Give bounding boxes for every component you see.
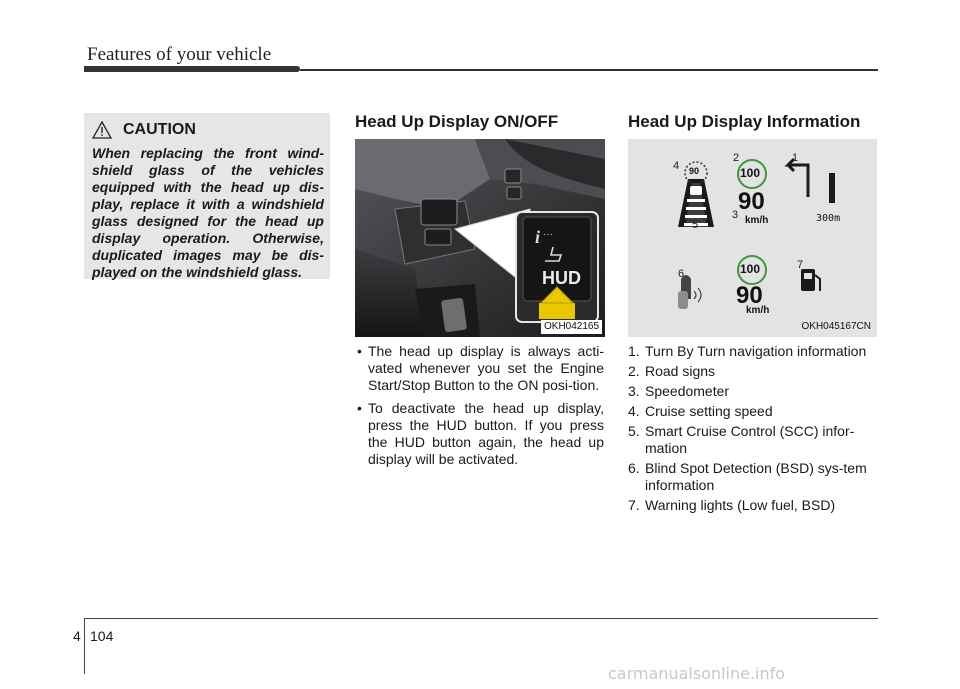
- callout-7: 7: [797, 259, 804, 271]
- hud-info-list: [628, 343, 878, 517]
- header-rule-thick: [84, 66, 300, 72]
- footer-rule: [84, 618, 878, 619]
- warning-triangle-icon: [92, 121, 112, 139]
- bullet-item: • The head up display is always acti-vated whenever you set the Engine Start/Stop Button to the ON posi-tion.: [357, 343, 604, 394]
- speed-unit-top: km/h: [745, 215, 769, 226]
- road-sign-speed-top: 100: [740, 166, 761, 180]
- figure-label-okh045167cn: OKH045167CN: [801, 321, 871, 332]
- header-rule-thin: [300, 69, 878, 71]
- page-number: 104: [90, 628, 114, 644]
- hud-button-closeup: [515, 211, 599, 323]
- svg-text:i: i: [535, 227, 541, 247]
- speedometer-top: 90: [738, 188, 765, 215]
- caution-box: [84, 113, 330, 279]
- hud-info-heading: Head Up Display Information: [628, 112, 861, 131]
- page-number-separator: [84, 618, 85, 674]
- figure-label-okh042165: OKH042165: [541, 320, 602, 334]
- list-item: 7. Warning lights (Low fuel, BSD): [628, 497, 836, 513]
- bullet-item: • To deactivate the head up display, press the HUD button. If you press the HUD button again, the head up display will be activated.: [357, 400, 604, 468]
- hud-button-photo: [355, 139, 605, 337]
- hud-on-off-heading: Head Up Display ON/OFF: [355, 112, 559, 131]
- callout-1: 1: [792, 152, 799, 164]
- list-item: 6. Blind Spot Detection (BSD) sys-tem information: [628, 460, 867, 493]
- navigation-distance: 300m: [816, 213, 841, 224]
- caution-title: CAUTION: [123, 121, 196, 138]
- hud-display-figure: [628, 139, 877, 337]
- callout-5: 5: [692, 219, 699, 231]
- callout-4: 4: [673, 160, 680, 172]
- caution-text: When replacing the front wind-shield glass of the vehicles equipped with the head up dis-play, replace it with a windshield glass designed for the head up display operation. Otherwise, duplicated images may be dis-played on the windshield glass.: [92, 145, 324, 280]
- hud-on-off-bullets: [357, 343, 604, 474]
- chapter-number: 4: [73, 628, 81, 644]
- list-item: 5. Smart Cruise Control (SCC) infor-mation: [628, 423, 855, 456]
- watermark: carmanualsonline.info: [608, 664, 786, 683]
- list-item: 2. Road signs: [628, 363, 716, 379]
- list-item: 4. Cruise setting speed: [628, 403, 773, 419]
- callout-3: 3: [732, 209, 739, 221]
- callout-2: 2: [733, 152, 740, 164]
- speedometer-bottom: 90: [736, 282, 763, 309]
- speed-unit-bottom: km/h: [746, 305, 770, 316]
- hud-button-label: HUD: [542, 268, 581, 288]
- road-sign-speed-bottom: 100: [740, 262, 761, 276]
- list-item: 1. Turn By Turn navigation information: [628, 343, 867, 359]
- callout-6: 6: [678, 268, 685, 280]
- svg-text:···: ···: [543, 229, 553, 240]
- header-title: Features of your vehicle: [87, 44, 272, 65]
- cruise-set-speed: 90: [689, 166, 700, 176]
- list-item: 3. Speedometer: [628, 383, 730, 399]
